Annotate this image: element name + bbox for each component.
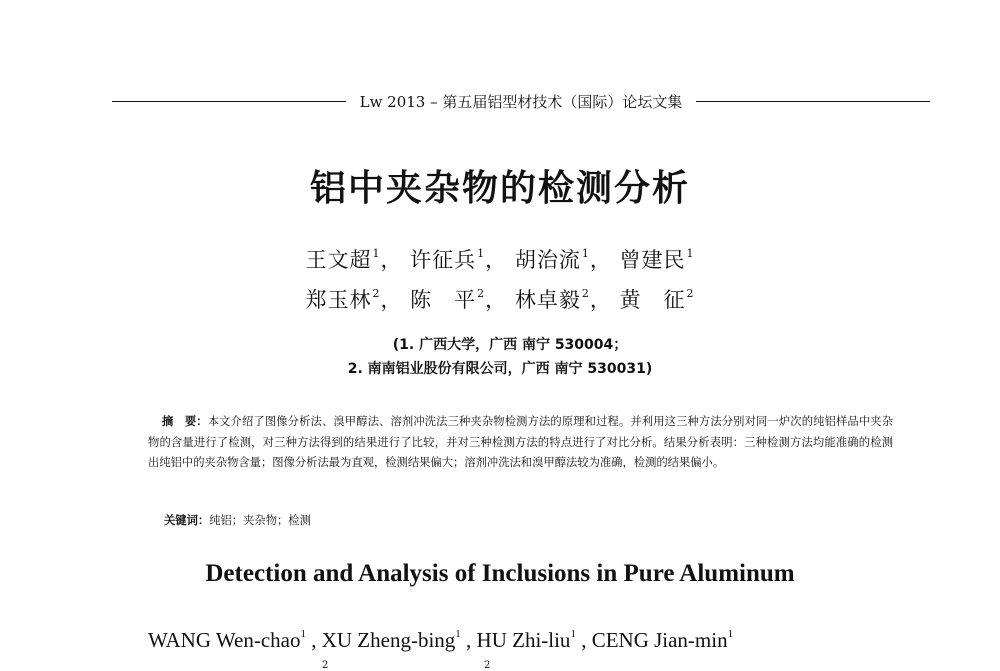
keywords-label: 关键词： (164, 514, 210, 527)
running-title: Lw 2013 – 第五届铝型材技术（国际）论坛文集 (359, 93, 683, 111)
keywords-text: 纯铝；夹杂物；检测 (209, 514, 311, 527)
author-cn: 陈 平$^2$， (410, 287, 508, 312)
author-cn: 黄 征$^2$ (619, 287, 695, 312)
authors-en-line-1 (148, 628, 898, 653)
author-en: HU Zhi-liu$^1$ , (476, 628, 592, 652)
abstract (148, 412, 893, 474)
author-cn: 曾建民$^1$ (619, 247, 695, 272)
cut-superscript: 2 (484, 660, 491, 671)
affiliation-2: 2. 南南铝业股份有限公司，广西 南宁 530031) (347, 361, 653, 377)
author-cn: 胡治流$^1$， (514, 247, 612, 272)
abstract-text: 本文介绍了图像分析法、溴甲醇法、溶剂冲洗法三种夹杂物检测方法的原理和过程。并利用这三种方法分别对同一炉次的纯铝样品中夹杂物的含量进行了检测，对三种方法得到的结果进行了比较，并对三种检测方法的特点进行了对比分析。结果分析表明：三种检测方法均能准确的检测出纯铝中的夹杂物含量；图像分析法最为直观，检测结果偏大；溶剂冲洗法和溴甲醇法较为准确，检测的结果偏小。 (148, 415, 893, 469)
cut-superscript: 2 (322, 660, 329, 671)
author-en: XU Zheng-bing$^1$ , (321, 628, 477, 652)
authors-cn-line-1 (0, 244, 1000, 274)
affiliation-1: (1. 广西大学，广西 南宁 530004； (392, 337, 628, 353)
paper-title-cn: 铝中夹杂物的检测分析 (309, 167, 690, 209)
author-cn: 许征兵$^1$， (410, 247, 508, 272)
authors-cn-line-2 (0, 284, 1000, 314)
paper-title-en: Detection and Analysis of Inclusions in Pure Aluminum (205, 560, 795, 587)
author-en: CENG Jian-$\min^1$ (591, 628, 734, 652)
abstract-label: 摘 要： (162, 415, 208, 428)
header-rule-left (112, 101, 346, 102)
author-cn: 王文超$^1$， (305, 247, 403, 272)
author-cn: 林卓毅$^2$， (514, 287, 612, 312)
keywords (164, 512, 311, 528)
author-en: WANG Wen-chao$^1$ , (148, 628, 322, 652)
header-rule-right (696, 101, 930, 102)
author-cn: 郑玉林$^2$， (305, 287, 403, 312)
running-header (112, 91, 930, 112)
